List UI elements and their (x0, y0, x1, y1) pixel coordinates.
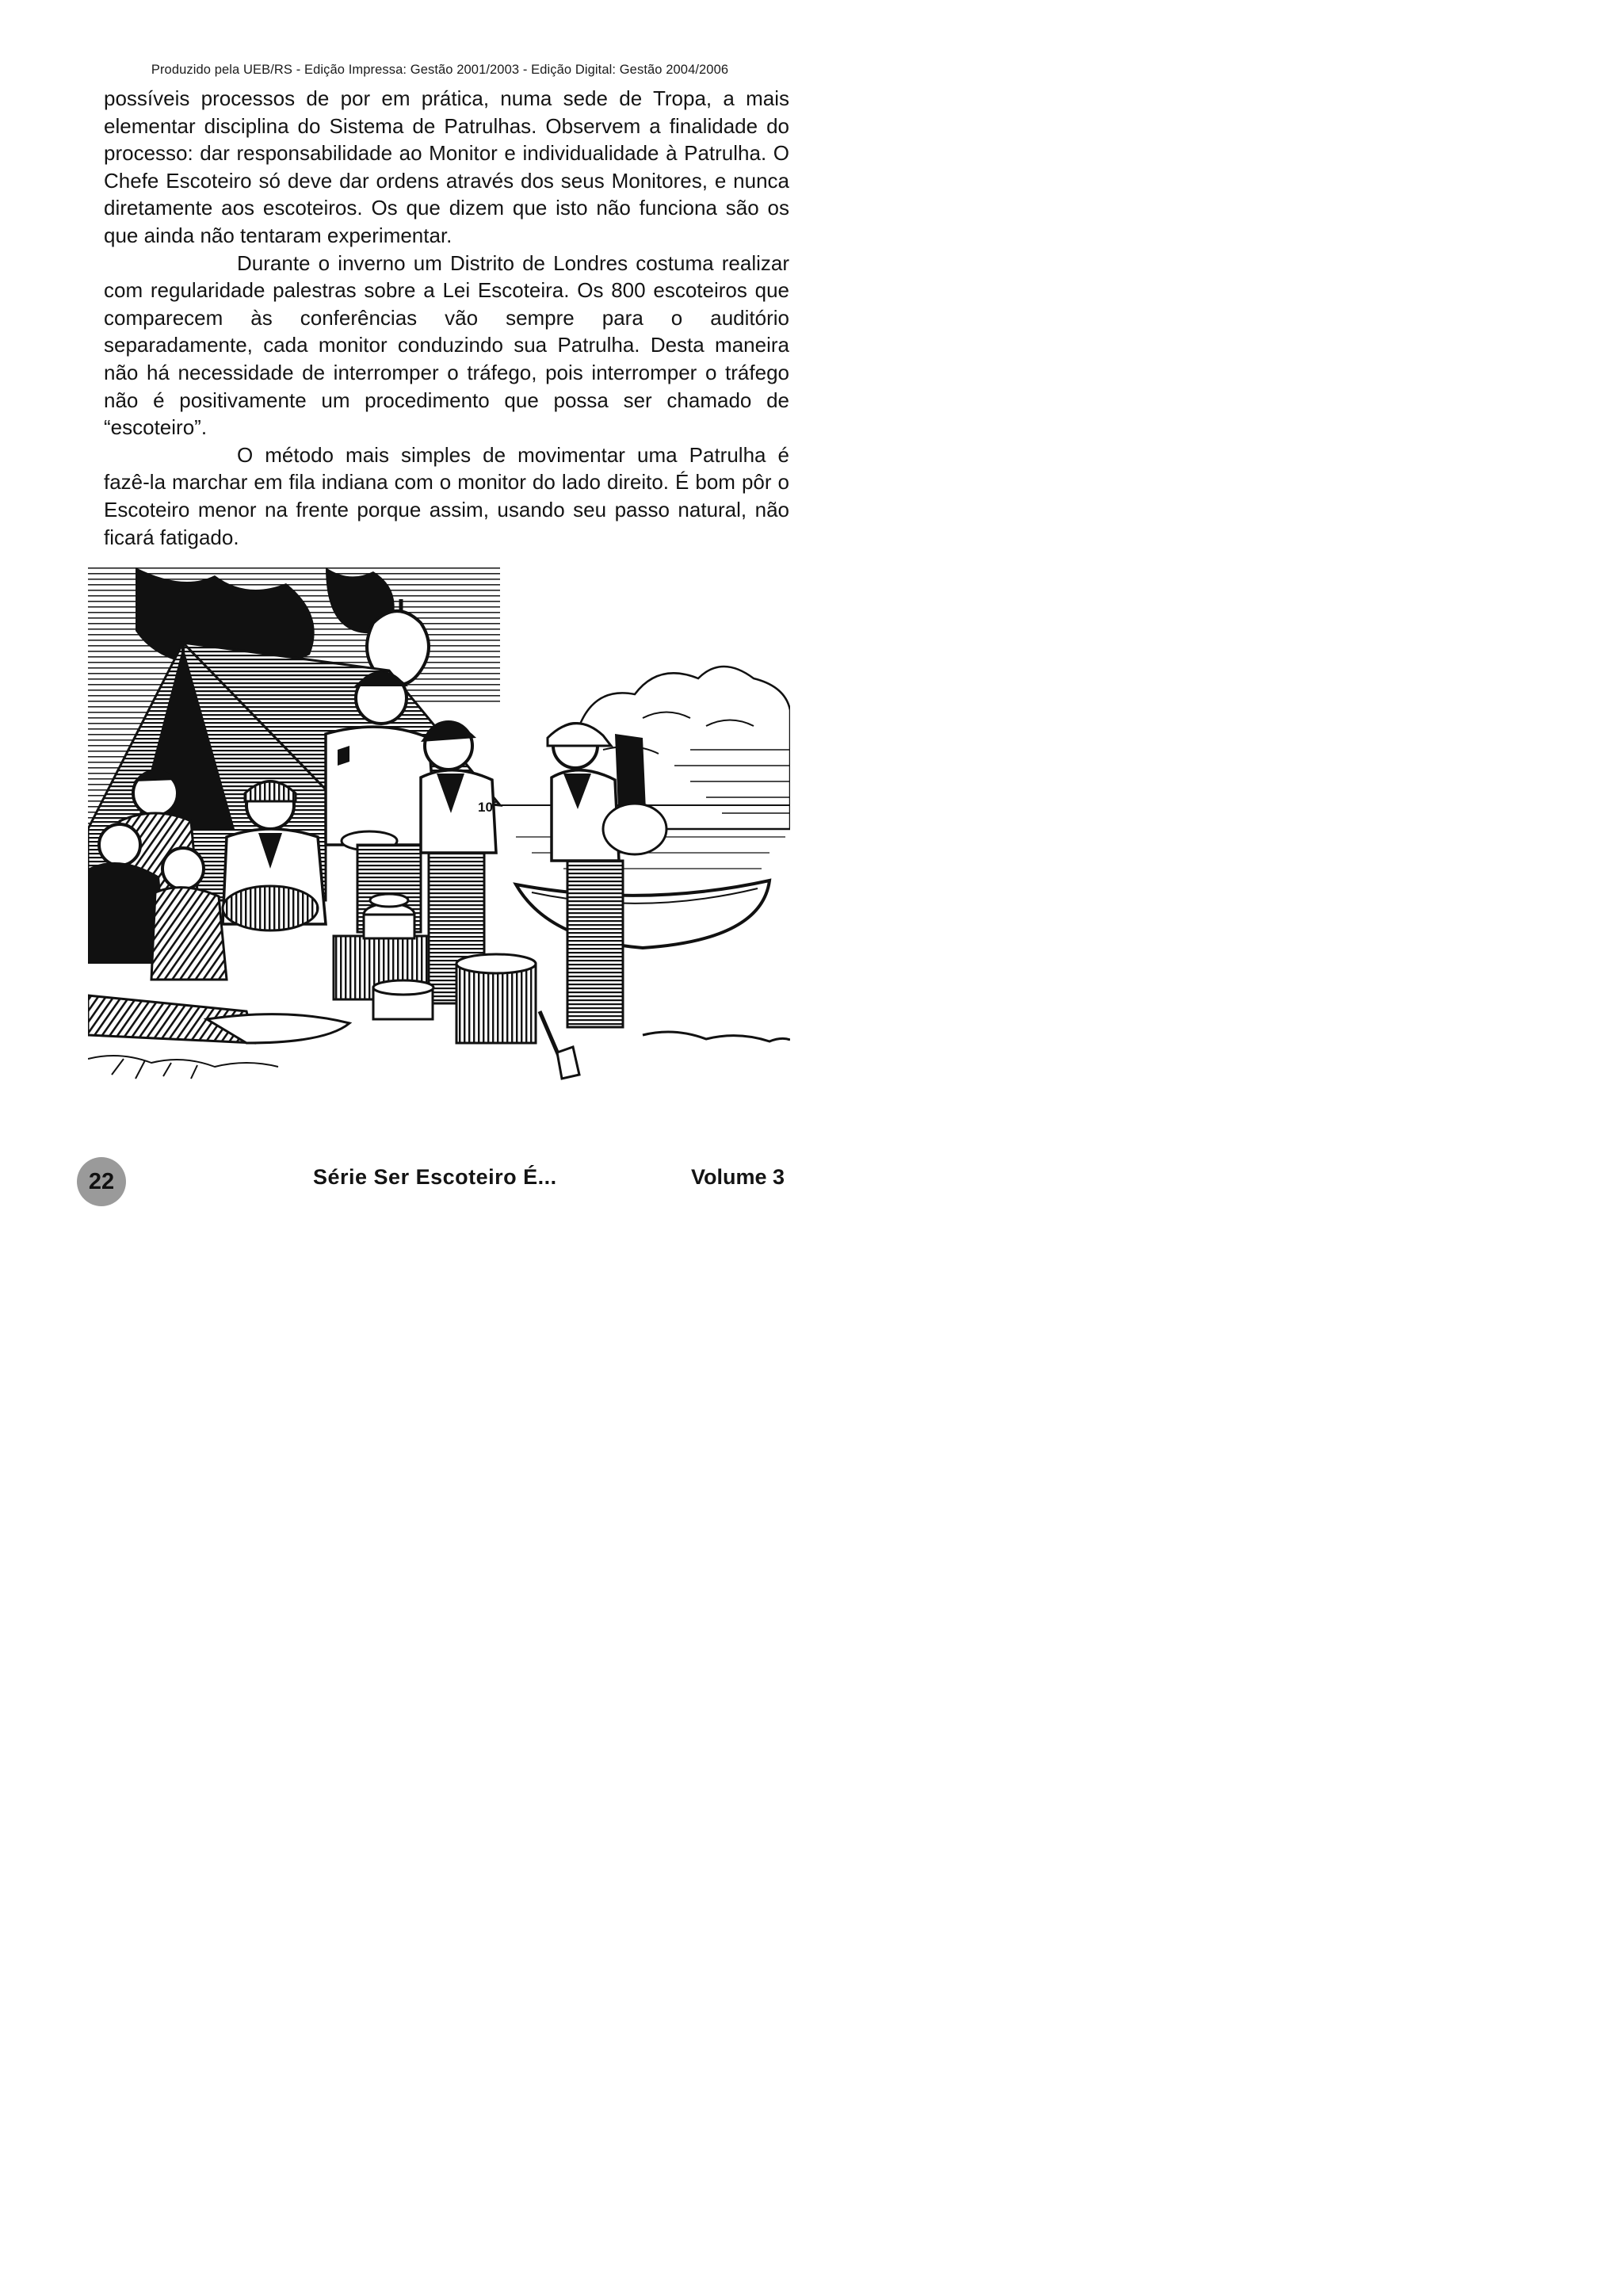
body-text (104, 85, 789, 551)
ground (88, 995, 790, 1079)
scout-camp-illustration (88, 567, 790, 1087)
paragraph-3: O método mais simples de movimentar uma Patrulha é fazê-la marchar em fila indiana com o monitor do lado direito. É bom pôr o Escoteiro menor na frente porque assim, usando seu passo natural, não ficará fatigado. (104, 442, 789, 549)
shirt-number: 10 (478, 800, 493, 815)
paragraph-2: Durante o inverno um Distrito de Londres costuma realizar com regularidade palestras sobre a Lei Escoteira. Os 800 escoteiros que comparecem às conferências vão sempre para o auditório separadamente, cada monitor conduzindo sua Patrulha. Desta maneira não há necessidade de interromper o tráfego, pois interromper o tráfego não é positivamente um procedimento que possa ser chamado de “escoteiro”. (104, 250, 789, 440)
page-number-badge: 22 (77, 1157, 126, 1206)
canoe (516, 881, 769, 948)
page-header: Produzido pela UEB/RS - Edição Impressa: Gestão 2001/2003 - Edição Digital: Gestão 2004/2006 (151, 63, 729, 77)
paragraph-1: possíveis processos de por em prática, numa sede de Tropa, a mais elementar disciplina do Sistema de Patrulhas. Observem a finalidade do processo: dar responsabilidade ao Monitor e individualidade à Patrulha. O Chefe Escoteiro só deve dar ordens através dos seus Monitores, e nunca diretamente aos escoteiros. Os que dizem que isto não funciona são os que ainda não tentaram experimentar. (104, 86, 789, 247)
volume-label: Volume 3 (691, 1165, 785, 1189)
series-title: Série Ser Escoteiro É... (313, 1165, 557, 1189)
